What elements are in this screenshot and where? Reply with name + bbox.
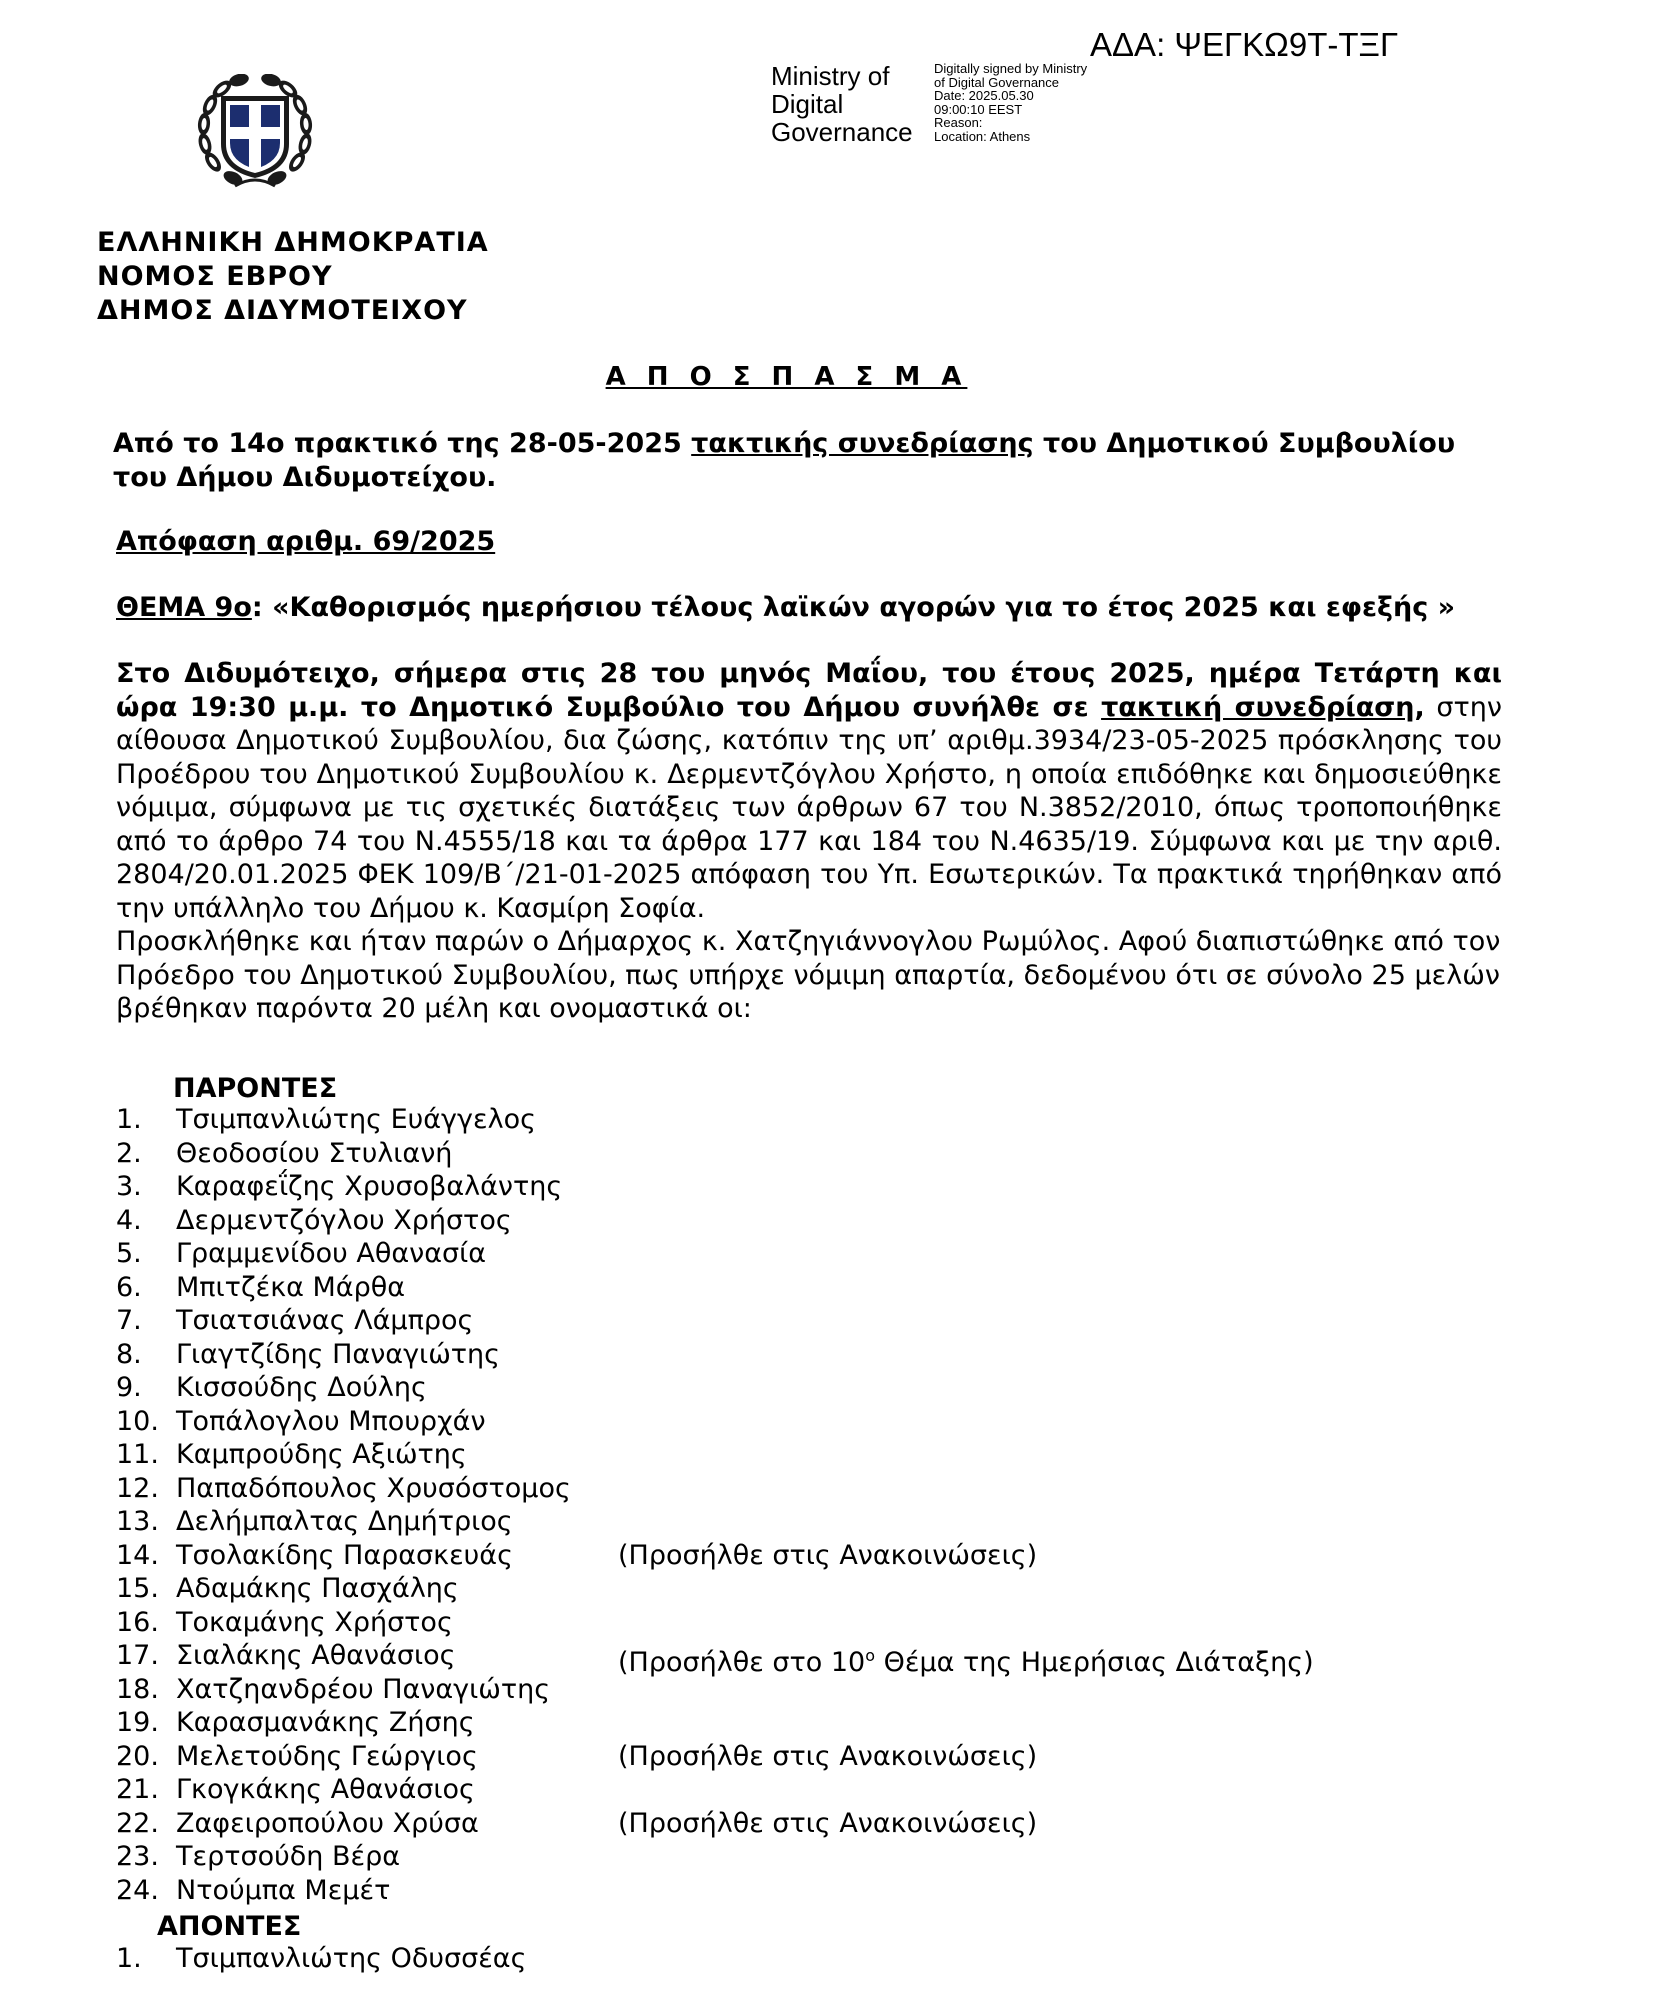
issuer-header [97, 226, 489, 328]
member-row [116, 1807, 1416, 1841]
session-details: στην αίθουσα Δημοτικού Συμβουλίου, δια ζώσης, κατόπιν της υπ’ αριθμ.3934/23-05-2025 πρόσκλησης του Προέδρου του Δημοτικού Συμβουλίου κ. Δερμεντζόγλου Χρήστο, η οποία επιδόθηκε και δημοσιεύθηκε νόμιμα, σύμφωνα με τις σχετικές διατάξεις των άρθρων 67 του Ν.3852/2010, όπως τροποποιήθηκε από το άρθρο 74 του Ν.4555/18 και τα άρθρα 177 και 184 του Ν.4635/19. Σύμφωνα και με την αριθ. 2804/20.01.2025 ΦΕΚ 109/Β΄/21-01-2025 απόφαση του Υπ. Εσωτερικών. Τα πρακτικά τηρήθηκαν από την υπάλληλο του Δήμου κ. Κασμίρη Σοφία. [116, 691, 1502, 924]
member-row [116, 1639, 1416, 1678]
member-row [116, 1942, 1416, 1976]
member-number: 13. [116, 1506, 159, 1537]
present-list [116, 1103, 1416, 1907]
session-type: τακτική συνεδρίαση [1101, 691, 1415, 723]
member-row [116, 1237, 1416, 1271]
header-line-prefecture: ΝΟΜΟΣ ΕΒΡΟΥ [97, 261, 333, 292]
member-row [116, 1673, 1416, 1707]
quorum-text: Προσκλήθηκε και ήταν παρών ο Δήμαρχος κ. Χατζηγιάννογλου Ρωμύλος. Αφού διαπιστώθηκε από τον Πρόεδρο του Δημοτικού Συμβουλίου, πως υπήρχε νόμιμη απαρτία, δεδομένου ότι σε σύνολο 25 μελών βρέθηκαν παρόντα 20 μέλη και ονομαστικά οι: [116, 926, 1501, 1024]
member-row [116, 1874, 1416, 1908]
member-number: 11. [116, 1439, 159, 1470]
member-number: 5. [116, 1238, 142, 1269]
member-number: 15. [116, 1573, 159, 1604]
member-name: Δελήμπαλτας Δημήτριος [176, 1506, 513, 1537]
member-number: 21. [116, 1774, 159, 1805]
member-row [116, 1539, 1416, 1573]
decision-number: Απόφαση αριθμ. 69/2025 [116, 526, 496, 557]
member-number: 9. [116, 1372, 142, 1403]
member-name: Ντούμπα Μεμέτ [176, 1874, 391, 1906]
signature-detail-line: Date: 2025.05.30 [934, 88, 1034, 103]
member-row [116, 1405, 1416, 1439]
member-row [116, 1740, 1416, 1774]
member-name: Καρασμανάκης Ζήσης [176, 1707, 475, 1738]
signature-detail-line: Location: Athens [934, 128, 1031, 144]
member-name: Τσιμπανλιώτης Ευάγγελος [176, 1104, 536, 1135]
signature-org-line: Digital [771, 89, 844, 119]
member-number: 23. [116, 1841, 159, 1872]
member-name: Χατζηανδρέου Παναγιώτης [176, 1673, 551, 1705]
header-line-municipality: ΔΗΜΟΣ ΔΙΔΥΜΟΤΕΙΧΟΥ [97, 295, 468, 326]
member-note: (Προσήλθε στο $10^o$ Θέμα της Ημερήσιας Διάταξης) [618, 1646, 1314, 1678]
member-name: Καμπρούδης Αξιώτης [176, 1439, 467, 1470]
member-row [116, 1170, 1416, 1204]
document-title: Α Π Ο Σ Π Α Σ Μ Α [605, 362, 968, 392]
subject-line [116, 592, 1455, 623]
member-number: 24. [116, 1874, 159, 1906]
member-row [116, 1472, 1416, 1506]
intro-text: Από το 14ο πρακτικό της 28-05-2025 [113, 428, 692, 459]
signature-detail-line: Reason: [934, 115, 983, 130]
member-name: Κισσούδης Δούλης [176, 1372, 427, 1403]
member-row [116, 1706, 1416, 1740]
member-name: Μελετούδης Γεώργιος [176, 1740, 478, 1772]
signature-org-line: Governance [771, 117, 913, 147]
member-number: 16. [116, 1606, 159, 1638]
member-name: Σιαλάκης Αθανάσιος [176, 1640, 456, 1671]
member-number: 10. [116, 1405, 159, 1437]
member-row [116, 1572, 1416, 1606]
member-number: 17. [116, 1640, 159, 1671]
member-note: (Προσήλθε στις Ανακοινώσεις) [618, 1740, 1038, 1772]
absent-heading: ΑΠΟΝΤΕΣ [157, 1911, 302, 1942]
member-name: Τσιατσιάνας Λάμπρος [176, 1305, 474, 1336]
quorum-paragraph [116, 925, 1502, 1026]
session-opening: Στο Διδυμότειχο, σήμερα στις 28 του μηνός Μαΐου, του έτους 2025, ημέρα Τετάρτη και ώρα 19:30 μ.μ. το Δημοτικό Συμβούλιο του Δήμου συνήλθε σε [116, 658, 1502, 723]
member-name: Τερτσούδη Βέρα [176, 1841, 401, 1872]
member-name: Τσολακίδης Παρασκευάς [176, 1539, 513, 1571]
greek-emblem-icon [195, 74, 315, 192]
member-row [116, 1840, 1416, 1874]
subject-label: ΘΕΜΑ 9ο [116, 592, 252, 623]
member-row [116, 1606, 1416, 1640]
member-number: 7. [116, 1305, 142, 1336]
member-row [116, 1304, 1416, 1338]
member-name: Θεοδοσίου Στυλιανή [176, 1137, 453, 1169]
member-name: Μπιτζέκα Μάρθα [176, 1271, 406, 1303]
signature-org-line: Ministry of [771, 61, 890, 91]
member-row [116, 1338, 1416, 1372]
intro-text-end: του Δημοτικού Συμβουλίου του Δήμου Διδυμοτείχου. [113, 428, 1456, 493]
signature-detail-line: 09:00:10 EEST [934, 101, 1023, 117]
member-name: Αδαμάκης Πασχάλης [176, 1573, 459, 1604]
member-row [116, 1438, 1416, 1472]
member-number: 2. [116, 1137, 142, 1169]
member-number: 19. [116, 1707, 159, 1738]
member-name: Γιαγτζίδης Παναγιώτης [176, 1338, 501, 1370]
member-row [116, 1204, 1416, 1238]
signature-detail-line: of Digital Governance [934, 74, 1060, 90]
member-row [116, 1371, 1416, 1405]
member-row [116, 1773, 1416, 1807]
ada-code: ΑΔΑ: ΨΕΓΚΩ9Τ-ΤΞΓ [1090, 26, 1399, 63]
signature-details [934, 62, 1087, 143]
member-number: 1. [116, 1104, 142, 1135]
member-number: 14. [116, 1539, 159, 1571]
member-name: Τσιμπανλιώτης Οδυσσέας [176, 1943, 527, 1974]
signature-detail-line: Digitally signed by Ministry [934, 61, 1088, 76]
member-number: 6. [116, 1271, 142, 1303]
member-name: Ζαφειροπούλου Χρύσα [176, 1807, 479, 1839]
member-number: 20. [116, 1740, 159, 1772]
member-name: Καραφεΐζης Χρυσοβαλάντης [176, 1171, 563, 1202]
session-comma: , [1414, 691, 1425, 723]
subject-text: : «Καθορισμός ημερήσιου τέλους λαϊκών αγορών για το έτος 2025 και εφεξής » [251, 592, 1456, 623]
member-number: 1. [116, 1943, 142, 1974]
member-name: Παπαδόπουλος Χρυσόστομος [176, 1472, 571, 1504]
member-number: 4. [116, 1204, 142, 1236]
member-name: Τοπάλογλου Μπουρχάν [176, 1405, 486, 1437]
member-number: 3. [116, 1171, 142, 1202]
member-number: 12. [116, 1472, 159, 1504]
present-heading: ΠΑΡΟΝΤΕΣ [173, 1073, 338, 1104]
member-name: Τοκαμάνης Χρήστος [176, 1606, 453, 1638]
member-number: 8. [116, 1338, 142, 1370]
member-row [116, 1271, 1416, 1305]
member-row [116, 1137, 1416, 1171]
member-name: Δερμεντζόγλου Χρήστος [176, 1204, 512, 1236]
session-paragraph [116, 657, 1502, 925]
member-note: (Προσήλθε στις Ανακοινώσεις) [618, 1539, 1038, 1571]
member-number: 22. [116, 1807, 159, 1839]
member-name: Γραμμενίδου Αθανασία [176, 1238, 487, 1269]
header-line-republic: ΕΛΛΗΝΙΚΗ ΔΗΜΟΚΡΑΤΙΑ [97, 227, 489, 258]
member-note: (Προσήλθε στις Ανακοινώσεις) [618, 1807, 1038, 1839]
member-row [116, 1103, 1416, 1137]
intro-paragraph [113, 427, 1513, 495]
intro-session-type: τακτικής συνεδρίασης [691, 428, 1034, 459]
member-number: 18. [116, 1673, 159, 1705]
absent-list [116, 1942, 1416, 1976]
signature-organization [771, 62, 913, 146]
member-row [116, 1505, 1416, 1539]
member-name: Γκογκάκης Αθανάσιος [176, 1774, 475, 1805]
